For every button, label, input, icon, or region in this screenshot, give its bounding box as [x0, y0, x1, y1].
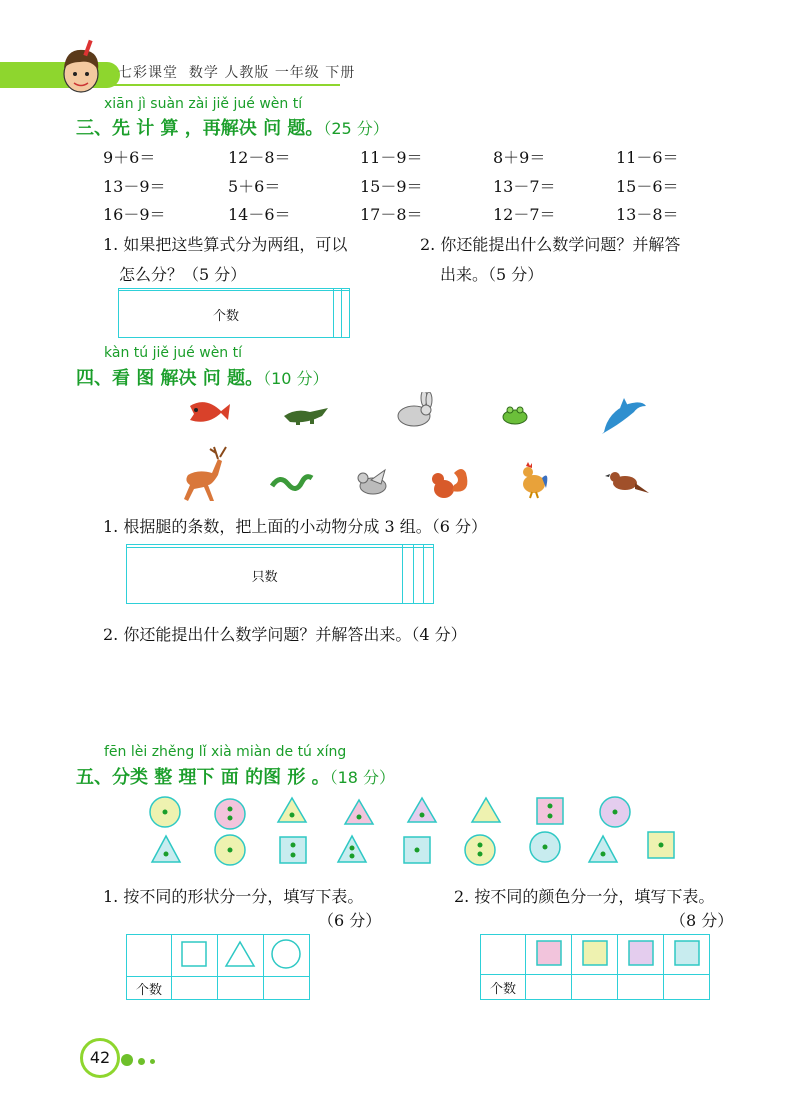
question-5-2: 2. 按不同的颜色分一分，填写下表。 — [454, 887, 715, 906]
circle-header — [263, 935, 309, 977]
equation: 5＋6＝ — [228, 177, 281, 196]
pink-header — [526, 935, 572, 975]
triangle-shape — [408, 798, 436, 822]
answer-cell[interactable] — [413, 547, 423, 603]
square-shape — [537, 798, 563, 824]
triangle-shape — [278, 798, 306, 822]
square-shape — [280, 837, 306, 863]
circle-shape — [215, 799, 245, 829]
answer-cell[interactable] — [481, 935, 526, 975]
question-5-2-points: （8 分） — [670, 911, 734, 930]
answer-cell[interactable] — [572, 975, 618, 1000]
row-label: 只数 — [127, 547, 403, 603]
answer-cell[interactable] — [664, 975, 710, 1000]
answer-cell[interactable] — [342, 291, 350, 338]
shape-collection — [140, 790, 700, 870]
decor-dot — [138, 1058, 145, 1065]
answer-cell[interactable] — [423, 547, 433, 603]
yellow-header — [572, 935, 618, 975]
triangle-shape — [589, 836, 617, 862]
circle-shape — [150, 797, 180, 827]
frog-icon — [500, 404, 530, 426]
answer-cell[interactable] — [127, 935, 172, 977]
equation: 14－6＝ — [228, 205, 291, 224]
header-title: 七彩课堂 数学 人教版 一年级 下册 — [118, 65, 356, 81]
section5-title: 五、分类 整 理下 面 的图 形 。（18 分） — [76, 767, 396, 788]
question-3-2-cont: 出来。（5 分） — [440, 265, 544, 284]
section3-title: 三、先 计 算 ，再解决 问 题。（25 分） — [76, 118, 389, 139]
answer-cell[interactable] — [263, 977, 309, 1000]
equation: 9＋6＝ — [103, 148, 156, 167]
question-3-1: 1. 如果把这些算式分为两组，可以 — [103, 235, 348, 254]
triangle-shape — [345, 800, 373, 824]
deer-icon — [178, 445, 236, 503]
section5-pinyin: fēn lèi zhěng lǐ xià miàn de tú xíng — [104, 744, 347, 760]
equation: 11－9＝ — [360, 148, 423, 167]
triangle-shape — [152, 836, 180, 862]
section3-pinyin: xiān jì suàn zài jiě jué wèn tí — [104, 96, 303, 112]
answer-cell[interactable] — [171, 977, 217, 1000]
equation: 15－9＝ — [360, 177, 423, 196]
answer-cell[interactable] — [618, 975, 664, 1000]
group-table — [118, 288, 350, 338]
snake-icon — [268, 470, 314, 494]
equation: 15－6＝ — [616, 177, 679, 196]
row-label: 个数 — [119, 291, 334, 338]
circle-shape — [530, 832, 560, 862]
decor-dot — [150, 1059, 155, 1064]
equation: 12－7＝ — [493, 205, 556, 224]
mascot-icon — [56, 38, 106, 94]
answer-cell[interactable] — [334, 291, 342, 338]
color-table — [480, 934, 710, 1000]
row-label: 个数 — [481, 975, 526, 1000]
square-header — [171, 935, 217, 977]
rooster-icon — [518, 462, 550, 500]
answer-cell[interactable] — [217, 977, 263, 1000]
question-5-1-points: （6 分） — [318, 911, 382, 930]
equation: 13－8＝ — [616, 205, 679, 224]
legs-table — [126, 544, 434, 604]
triangle-shape — [338, 836, 366, 862]
crocodile-icon — [282, 404, 330, 426]
equation: 17－8＝ — [360, 205, 423, 224]
question-5-1: 1. 按不同的形状分一分，填写下表。 — [103, 887, 364, 906]
cyan-header — [664, 935, 710, 975]
question-4-2: 2. 你还能提出什么数学问题？并解答出来。（4 分） — [103, 625, 467, 644]
equation: 16－9＝ — [103, 205, 166, 224]
dolphin-icon — [598, 396, 648, 436]
answer-cell[interactable] — [403, 547, 413, 603]
triangle-shape — [472, 798, 500, 822]
page-number: 42 — [80, 1038, 120, 1078]
shape-table — [126, 934, 310, 1000]
question-3-1-cont: 怎么分？（5 分） — [119, 265, 247, 284]
equation: 12－8＝ — [228, 148, 291, 167]
equation: 8＋9＝ — [493, 148, 546, 167]
equation: 13－7＝ — [493, 177, 556, 196]
section4-title: 四、看 图 解决 问 题。（10 分） — [76, 368, 329, 389]
triangle-header — [217, 935, 263, 977]
question-4-1: 1. 根据腿的条数，把上面的小动物分成 3 组。（6 分） — [103, 517, 487, 536]
header-line — [110, 84, 340, 86]
purple-header — [618, 935, 664, 975]
squirrel-icon — [428, 465, 472, 501]
fish-icon — [186, 398, 232, 428]
pigeon-icon — [355, 466, 391, 498]
question-3-2: 2. 你还能提出什么数学问题？并解答 — [420, 235, 681, 254]
bird-icon — [605, 465, 649, 499]
square-shape — [648, 832, 674, 858]
equation: 13－9＝ — [103, 177, 166, 196]
equation: 11－6＝ — [616, 148, 679, 167]
decor-dot — [121, 1054, 133, 1066]
answer-cell[interactable] — [526, 975, 572, 1000]
circle-shape — [465, 835, 495, 865]
section4-pinyin: kàn tú jiě jué wèn tí — [104, 345, 243, 361]
rabbit-icon — [392, 392, 436, 428]
circle-shape — [215, 835, 245, 865]
answer-area[interactable] — [103, 648, 703, 728]
row-label: 个数 — [127, 977, 172, 1000]
square-shape — [404, 837, 430, 863]
circle-shape — [600, 797, 630, 827]
